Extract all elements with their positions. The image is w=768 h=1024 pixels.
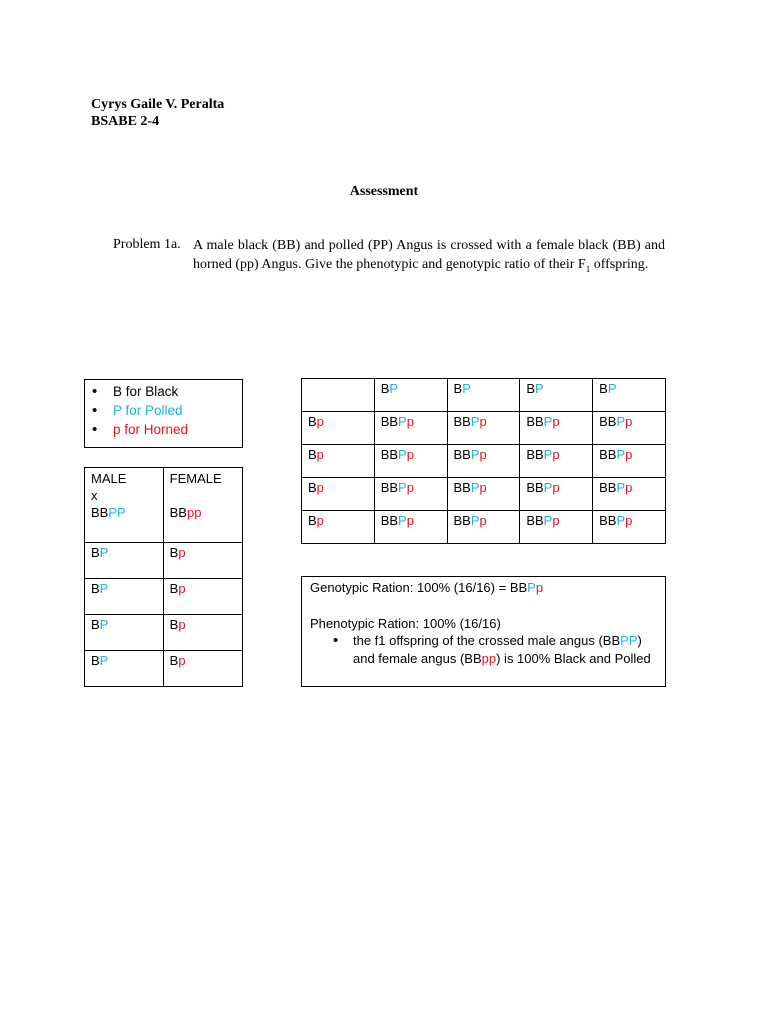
punnett-row-header: Bp bbox=[302, 412, 375, 445]
problem-text-main: A male black (BB) and polled (PP) Angus is crossed with a female black (BB) and horned (pp) Angus. Give the phenotypic and genotypic ratio of their F bbox=[193, 238, 665, 272]
punnett-cell: BBPp bbox=[593, 445, 666, 478]
punnett-cell: BBPp bbox=[520, 478, 593, 511]
female-genotype-bb: BB bbox=[169, 505, 187, 520]
punnett-cell: BBPp bbox=[593, 511, 666, 544]
punnett-cell: BBPp bbox=[593, 478, 666, 511]
punnett-col-header: BP bbox=[593, 379, 666, 412]
punnett-cell: BBPp bbox=[374, 478, 447, 511]
female-parent-cell bbox=[163, 468, 242, 543]
punnett-col-header: BP bbox=[374, 379, 447, 412]
student-header bbox=[91, 96, 224, 130]
problem-label: Problem 1a. bbox=[113, 237, 181, 252]
male-gamete: BP bbox=[85, 651, 164, 687]
punnett-cell: BBPp bbox=[593, 412, 666, 445]
punnett-cell: BBPp bbox=[447, 445, 520, 478]
punnett-cell: BBPp bbox=[374, 511, 447, 544]
female-genotype bbox=[170, 504, 236, 521]
male-gamete: BP bbox=[85, 615, 164, 651]
punnett-cell: BBPp bbox=[447, 511, 520, 544]
female-genotype-pp: pp bbox=[186, 505, 202, 520]
legend-item-black: • B for Black bbox=[113, 382, 242, 401]
student-section: BSABE 2-4 bbox=[91, 114, 160, 129]
problem-text bbox=[193, 237, 665, 278]
punnett-cell: BBPp bbox=[447, 412, 520, 445]
summary-box bbox=[301, 576, 666, 687]
punnett-corner bbox=[302, 379, 375, 412]
punnett-cell: BBPp bbox=[520, 445, 593, 478]
male-genotype-pp: PP bbox=[108, 505, 126, 520]
phenotypic-ratio: Phenotypic Ration: 100% (16/16) bbox=[310, 615, 501, 631]
cross-symbol: x bbox=[91, 488, 98, 503]
gamete-row bbox=[85, 615, 243, 651]
female-gamete: Bp bbox=[163, 543, 242, 579]
legend-box bbox=[84, 379, 243, 448]
legend-item-horned: • p for Horned bbox=[113, 420, 242, 439]
problem-text-end: offspring. bbox=[590, 256, 649, 272]
female-gamete: Bp bbox=[163, 651, 242, 687]
punnett-cell: BBPp bbox=[520, 412, 593, 445]
female-gamete: Bp bbox=[163, 615, 242, 651]
male-gamete: BP bbox=[85, 579, 164, 615]
gamete-row bbox=[85, 543, 243, 579]
male-parent-cell bbox=[85, 468, 164, 543]
punnett-row bbox=[302, 511, 666, 544]
gamete-row bbox=[85, 651, 243, 687]
punnett-row bbox=[302, 412, 666, 445]
offspring-conclusion: • the f1 offspring of the crossed male angus (BBPP) and female angus (BBpp) is 100% Black and Polled bbox=[353, 632, 657, 667]
punnett-row-header: Bp bbox=[302, 445, 375, 478]
punnett-row bbox=[302, 445, 666, 478]
punnett-cell: BBPp bbox=[520, 511, 593, 544]
punnett-cell: BBPp bbox=[374, 445, 447, 478]
punnett-header-row bbox=[302, 379, 666, 412]
problem-subscript: 1 bbox=[585, 263, 591, 274]
male-genotype-bb: BB bbox=[91, 505, 109, 520]
genotypic-ratio: Genotypic Ration: 100% (16/16) = BBPp bbox=[310, 580, 544, 595]
student-name: Cyrys Gaile V. Peralta bbox=[91, 97, 225, 112]
punnett-row bbox=[302, 478, 666, 511]
punnett-row-header: Bp bbox=[302, 511, 375, 544]
male-gamete: BP bbox=[85, 543, 164, 579]
female-gamete: Bp bbox=[163, 579, 242, 615]
male-genotype bbox=[91, 504, 157, 521]
punnett-col-header: BP bbox=[447, 379, 520, 412]
page-title: Assessment bbox=[349, 184, 419, 199]
legend-item-polled: • P for Polled bbox=[113, 401, 242, 420]
punnett-col-header: BP bbox=[520, 379, 593, 412]
punnett-row-header: Bp bbox=[302, 478, 375, 511]
punnett-square bbox=[301, 378, 666, 544]
parents-table bbox=[84, 467, 243, 687]
punnett-cell: BBPp bbox=[374, 412, 447, 445]
gamete-row bbox=[85, 579, 243, 615]
female-label: FEMALE bbox=[169, 471, 222, 486]
male-label: MALE bbox=[91, 471, 127, 486]
punnett-cell: BBPp bbox=[447, 478, 520, 511]
